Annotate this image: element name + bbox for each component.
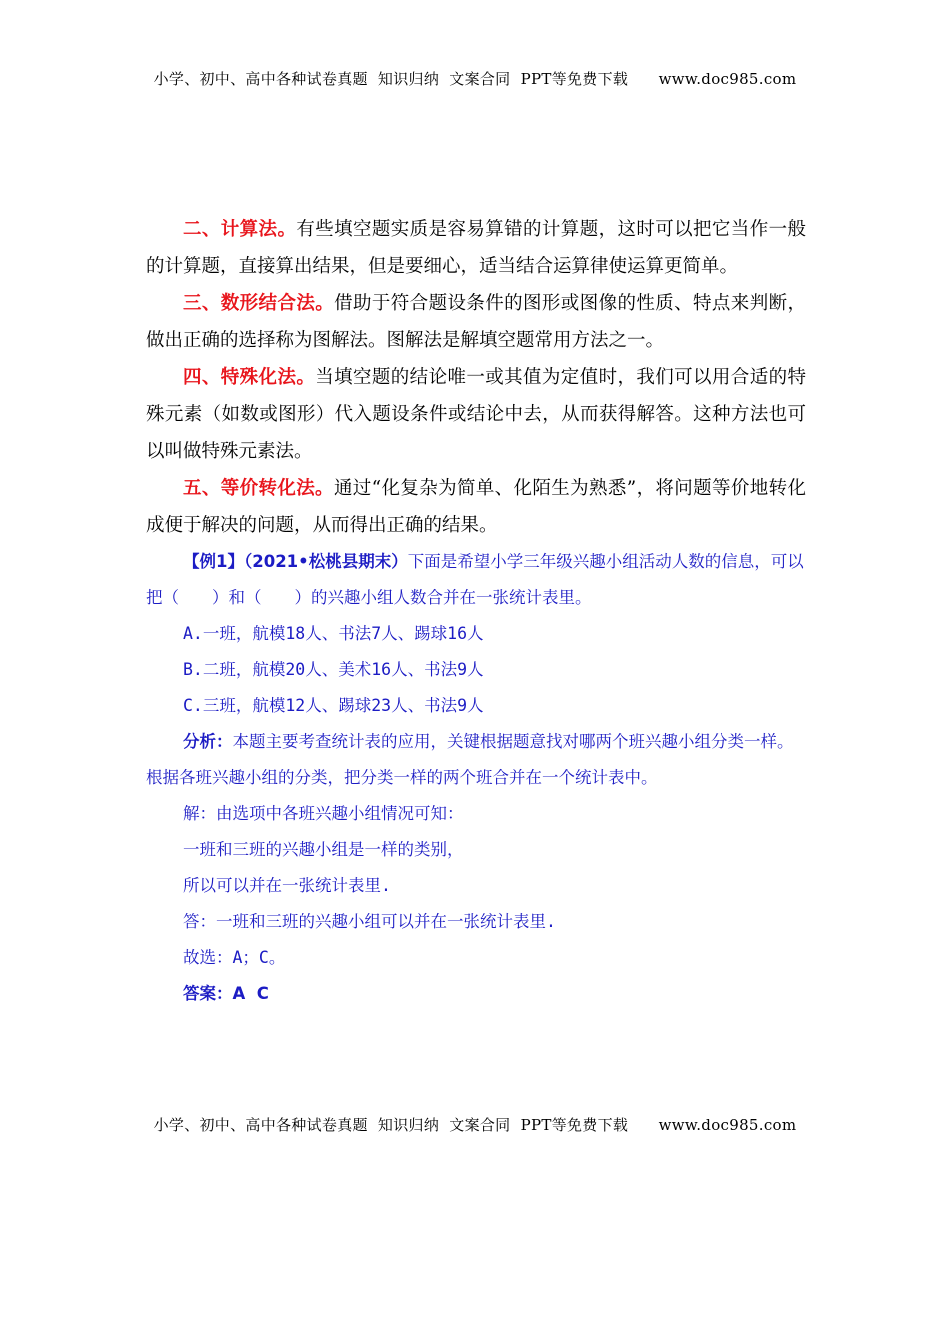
solution-line: 解：由选项中各班兴趣小组情况可知： bbox=[183, 804, 464, 823]
answer-label: 答案： bbox=[183, 984, 233, 1003]
method-number-shape bbox=[146, 285, 806, 359]
analysis-text: 本题主要考查统计表的应用，关键根据题意找对哪两个班兴趣小组分类一样。根据各班兴趣小组的分类，把分类一样的两个班合并在一个统计表中。 bbox=[146, 732, 794, 787]
method-title: 二、计算法。 bbox=[183, 219, 297, 240]
solution-line: 一班和三班的兴趣小组是一样的类别， bbox=[183, 840, 464, 859]
solution-line: 答：一班和三班的兴趣小组可以并在一张统计表里. bbox=[183, 912, 556, 931]
solution-line: 故选：A；C。 bbox=[183, 948, 286, 967]
analysis-label: 分析： bbox=[183, 732, 233, 751]
method-text: 有些填空题实质是容易算错的计算题，这时可以把它当作一般的计算题，直接算出结果，但是要细心，适当结合运算律使运算更简单。 bbox=[146, 219, 806, 277]
analysis bbox=[146, 724, 806, 796]
method-text: 当填空题的结论唯一或其值为定值时，我们可以用合适的特殊元素（如数或图形）代入题设条件或结论中去，从而获得解答。这种方法也可以叫做特殊元素法。 bbox=[146, 367, 806, 462]
method-title: 四、特殊化法。 bbox=[183, 367, 316, 388]
method-calculation bbox=[146, 211, 806, 285]
example-label: 【例1】（2021•松桃县期末） bbox=[183, 552, 408, 571]
method-title: 三、数形结合法。 bbox=[183, 293, 335, 314]
option-c: C.三班，航模12人、踢球23人、书法9人 bbox=[183, 696, 484, 715]
document-body bbox=[146, 211, 806, 1012]
method-text: 借助于符合题设条件的图形或图像的性质、特点来判断，做出正确的选择称为图解法。图解法是解填空题常用方法之一。 bbox=[146, 293, 806, 351]
page-header: 小学、初中、高中各种试卷真题 知识归纳 文案合同 PPT等免费下载 www.doc985.com bbox=[153, 70, 797, 88]
example-question bbox=[146, 544, 806, 616]
solution-line: 所以可以并在一张统计表里. bbox=[183, 876, 391, 895]
answer-value: A C bbox=[232, 984, 269, 1003]
method-specialization bbox=[146, 359, 806, 470]
option-a: A.一班，航模18人、书法7人、踢球16人 bbox=[183, 624, 484, 643]
answer bbox=[146, 976, 806, 1012]
example-question-text: 下面是希望小学三年级兴趣小组活动人数的信息，可以把（ ）和（ ）的兴趣小组人数合并在一张统计表里。 bbox=[146, 552, 804, 607]
option-b: B.二班，航模20人、美术16人、书法9人 bbox=[183, 660, 484, 679]
method-title: 五、等价转化法。 bbox=[183, 478, 334, 499]
method-text: 通过“化复杂为简单、化陌生为熟悉”，将问题等价地转化成便于解决的问题，从而得出正确的结果。 bbox=[146, 478, 806, 536]
page-footer: 小学、初中、高中各种试卷真题 知识归纳 文案合同 PPT等免费下载 www.doc985.com bbox=[153, 1116, 797, 1134]
method-equivalent-transform bbox=[146, 470, 806, 544]
